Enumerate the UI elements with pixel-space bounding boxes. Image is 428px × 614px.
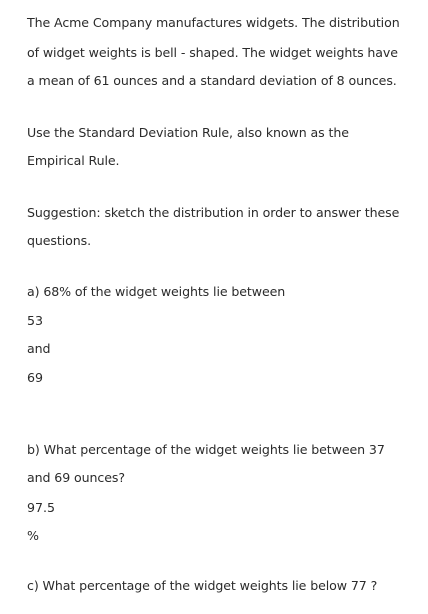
suggestion-line-1: Suggestion: sketch the distribution in order to answer these [27,205,400,220]
question-b-prompt-line-2: and 69 ounces? [27,470,125,485]
question-b-unit: % [27,528,39,543]
question-a-connector: and [27,341,51,356]
rule-line-2: Empirical Rule. [27,153,120,168]
suggestion-line-2: questions. [27,233,91,248]
intro-line-3: a mean of 61 ounces and a standard deviation of 8 ounces. [27,73,397,88]
question-a-answer-low[interactable]: 53 [27,313,44,328]
question-a-answer-high[interactable]: 69 [27,370,44,385]
question-b-prompt-line-1: b) What percentage of the widget weights lie between 37 [27,442,385,457]
question-c-prompt: c) What percentage of the widget weights lie below 77 ? [27,578,378,593]
intro-line-1: The Acme Company manufactures widgets. The distribution [27,15,400,30]
question-b-answer[interactable]: 97.5 [27,500,56,515]
rule-line-1: Use the Standard Deviation Rule, also known as the [27,125,349,140]
intro-line-2: of widget weights is bell - shaped. The widget weights have [27,45,398,60]
question-a-prompt: a) 68% of the widget weights lie between [27,284,286,299]
